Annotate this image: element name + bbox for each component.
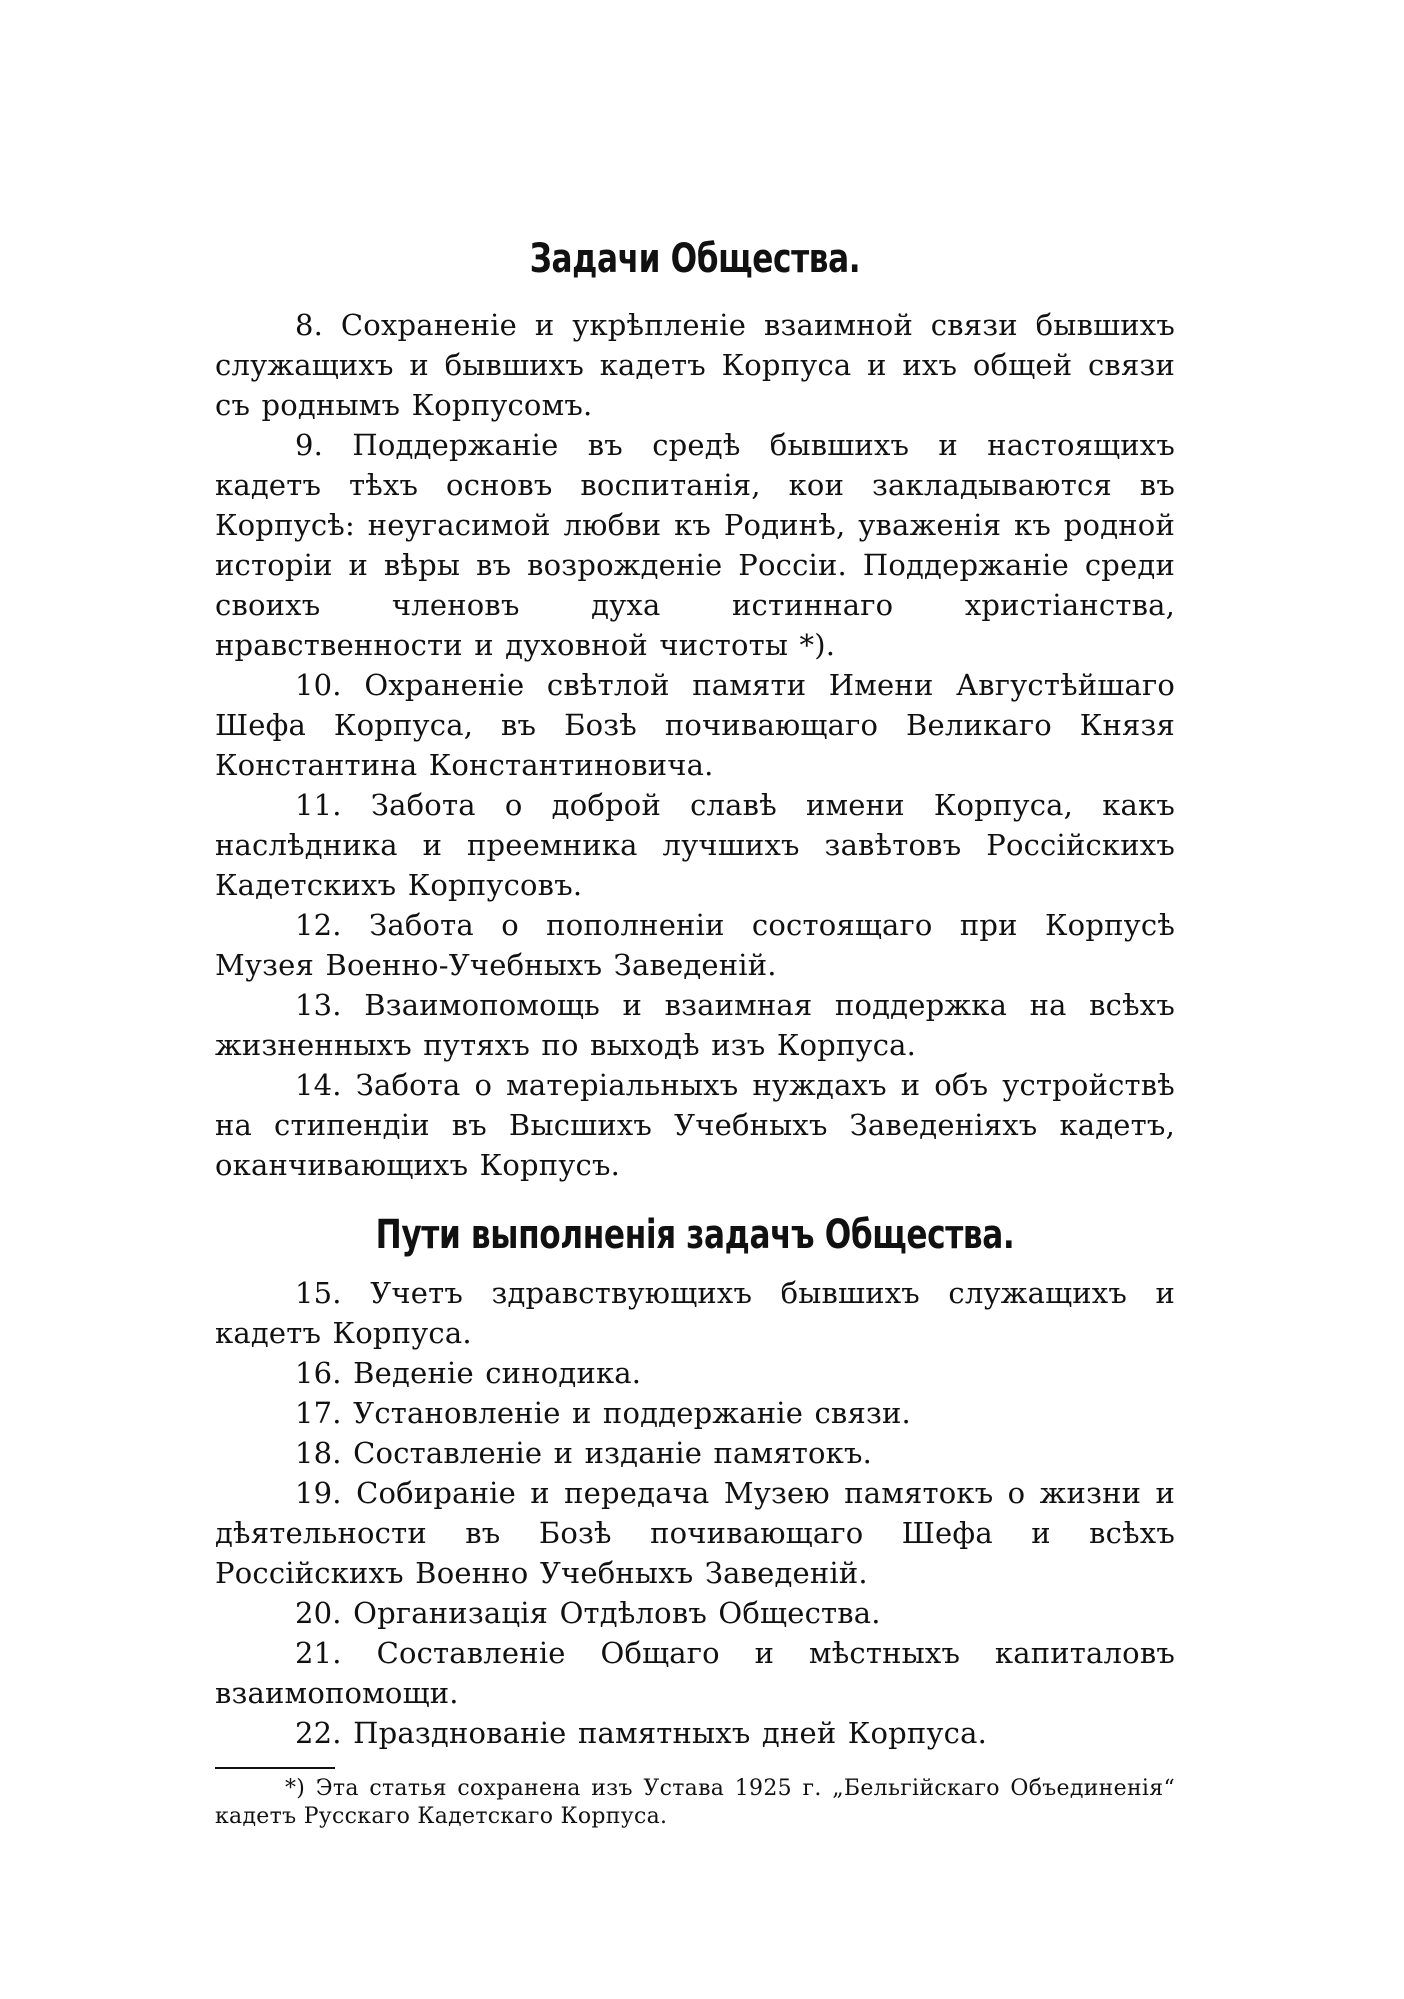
list-item xyxy=(215,1433,1175,1473)
list-item xyxy=(215,1353,1175,1393)
item-text: Составленіе Общаго и мѣстныхъ капиталовъ взаимопомощи. xyxy=(215,1636,1175,1710)
item-number: 10. xyxy=(295,668,342,702)
item-text: Взаимопомощь и взаимная поддержка на всѣхъ жизненныхъ путяхъ по выходѣ изъ Корпуса. xyxy=(215,988,1175,1062)
list-item xyxy=(215,1273,1175,1353)
item-number: 16. xyxy=(295,1356,342,1390)
list-item xyxy=(215,425,1175,665)
list-item xyxy=(215,785,1175,905)
list-item xyxy=(215,305,1175,425)
item-text: Собираніе и передача Музею памятокъ о жизни и дѣятельности въ Бозѣ почивающаго Шефа и всѣхъ Россійскихъ Военно Учебныхъ Заведеній. xyxy=(215,1476,1176,1590)
section-title-tasks: Задачи Общества. xyxy=(529,236,861,282)
item-text: Празднованіе памятныхъ дней Корпуса. xyxy=(353,1716,988,1750)
item-text: Забота о пополненіи состоящаго при Корпусѣ Музея Военно-Учебныхъ Заведеній. xyxy=(215,908,1176,982)
item-number: 9. xyxy=(295,428,324,462)
item-number: 22. xyxy=(295,1716,342,1750)
item-text: Установленіе и поддержаніе связи. xyxy=(353,1396,911,1430)
item-text: Охраненіе свѣтлой памяти Имени Августѣйшаго Шефа Корпуса, въ Бозѣ почивающаго Великаго Князя Константина Константиновича. xyxy=(215,668,1175,782)
item-number: 11. xyxy=(295,788,342,822)
list-item xyxy=(215,665,1175,785)
item-text: Сохраненіе и укрѣпленіе взаимной связи бывшихъ служащихъ и бывшихъ кадетъ Корпуса и ихъ общей связи съ роднымъ Корпусомъ. xyxy=(215,308,1175,422)
item-text: Составленіе и изданіе памятокъ. xyxy=(353,1436,873,1470)
item-number: 20. xyxy=(295,1596,342,1630)
footnote: *) Эта статья сохранена изъ Устава 1925 г. „Бельгійскаго Объединенія“ кадетъ Русскаго Кадетскаго Корпуса. xyxy=(215,1776,1175,1829)
item-text: Поддержаніе въ средѣ бывшихъ и настоящихъ кадетъ тѣхъ основъ воспитанія, кои закладываются въ Корпусѣ: неугасимой любви къ Родинѣ, уваженія къ родной исторіи и вѣры въ возрожденіе Россіи. Поддержаніе среди своихъ членовъ духа истиннаго христіанства, нравственности и духовной чистоты *). xyxy=(215,428,1175,662)
item-number: 15. xyxy=(295,1276,342,1310)
item-number: 21. xyxy=(295,1636,342,1670)
list-item xyxy=(215,1065,1175,1185)
item-text: Забота о доброй славѣ имени Корпуса, какъ наслѣдника и преемника лучшихъ завѣтовъ Россійскихъ Кадетскихъ Корпусовъ. xyxy=(215,788,1176,902)
footnote-divider xyxy=(215,1767,335,1769)
item-text: Учетъ здравствующихъ бывшихъ служащихъ и кадетъ Корпуса. xyxy=(215,1276,1175,1350)
list-item xyxy=(215,1713,1175,1753)
item-number: 12. xyxy=(295,908,342,942)
item-number: 17. xyxy=(295,1396,342,1430)
section-title-methods: Пути выполненія задачъ Общества. xyxy=(375,1212,1015,1258)
list-item xyxy=(215,1473,1175,1593)
item-number: 14. xyxy=(295,1068,342,1102)
item-number: 13. xyxy=(295,988,342,1022)
list-item xyxy=(215,1633,1175,1713)
list-item xyxy=(215,905,1175,985)
item-number: 18. xyxy=(295,1436,342,1470)
item-text: Организація Отдѣловъ Общества. xyxy=(353,1596,881,1630)
item-number: 19. xyxy=(295,1476,342,1510)
item-text: Веденіе синодика. xyxy=(353,1356,642,1390)
list-item xyxy=(215,1393,1175,1433)
methods-list xyxy=(215,1273,1175,1753)
list-item xyxy=(215,985,1175,1065)
item-text: Забота о матеріальныхъ нуждахъ и объ устройствѣ на стипендіи въ Высшихъ Учебныхъ Заведеніяхъ кадетъ, оканчивающихъ Корпусъ. xyxy=(215,1068,1175,1182)
tasks-list xyxy=(215,305,1175,1185)
item-number: 8. xyxy=(295,308,324,342)
document-page xyxy=(215,235,1175,1831)
list-item xyxy=(215,1593,1175,1633)
